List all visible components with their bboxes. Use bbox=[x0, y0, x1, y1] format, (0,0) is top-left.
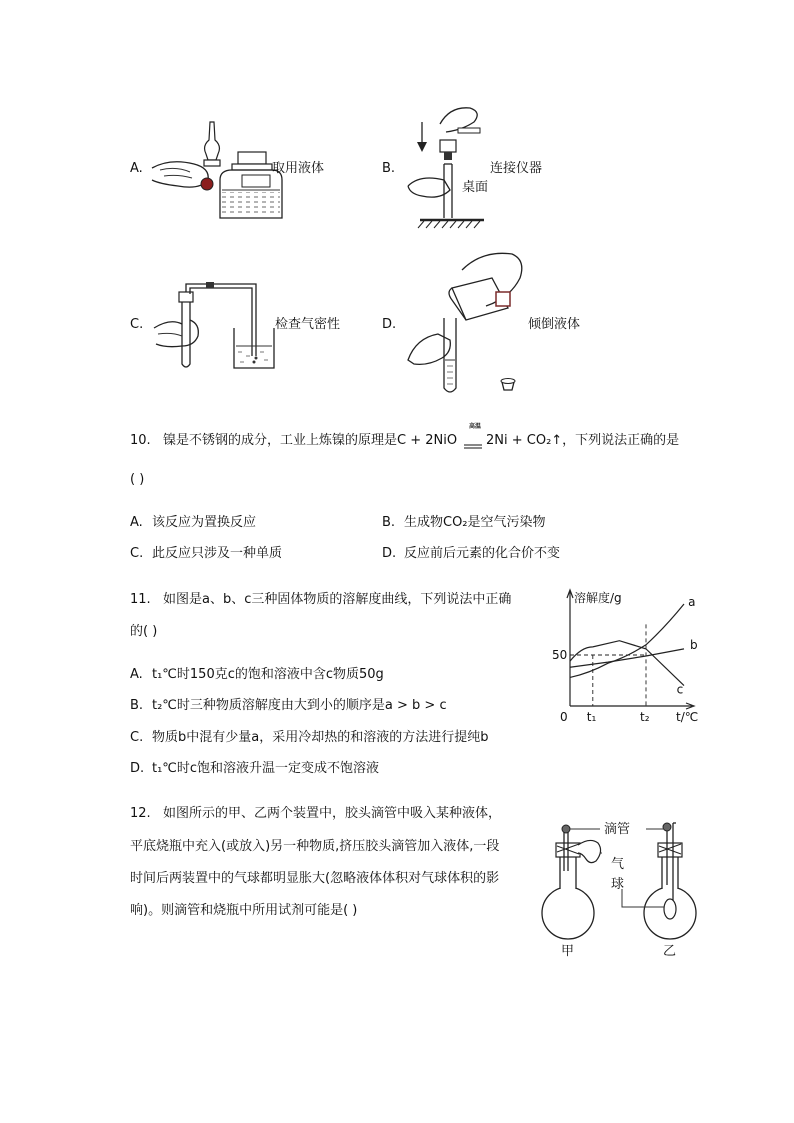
question-stem-line: 响)。则滴管和烧瓶中所用试剂可能是( ) bbox=[130, 903, 358, 918]
question-stem-line: 时间后两装置中的气球都明显胀大(忽略液体体积对气球体积的影 bbox=[130, 871, 500, 886]
answer-paren: ( ) bbox=[130, 472, 145, 487]
option-text: 此反应只涉及一种单质 bbox=[152, 546, 283, 561]
flask-label-right: 乙 bbox=[663, 944, 677, 959]
option-letter: A. bbox=[130, 161, 143, 176]
curve-b bbox=[570, 649, 684, 667]
option-letter: B. bbox=[382, 161, 396, 176]
airtightness-check-illustration bbox=[150, 280, 280, 372]
balloon-label-2: 球 bbox=[611, 877, 625, 892]
table-label: 桌面 bbox=[462, 180, 489, 195]
question-stem-end: 2Ni + CO₂↑，下列说法正确的是 bbox=[486, 433, 680, 448]
option-letter: D. bbox=[382, 317, 397, 332]
option-label: 连接仪器 bbox=[490, 161, 543, 176]
option-text: 该反应为置换反应 bbox=[152, 515, 257, 530]
y-axis-label: 溶解度/g bbox=[574, 591, 622, 605]
x-tick-label: t₂ bbox=[640, 710, 650, 724]
balloon-label-1: 气 bbox=[611, 857, 625, 872]
option-letter: B. bbox=[130, 698, 144, 713]
flask-label-left: 甲 bbox=[561, 944, 575, 959]
option-text: t₁℃时c饱和溶液升温一定变成不饱溶液 bbox=[152, 761, 380, 776]
dropper-label: 滴管 bbox=[604, 822, 631, 837]
option-text: t₁℃时150克c的饱和溶液中含c物质50g bbox=[152, 667, 384, 682]
option-letter: C. bbox=[130, 546, 144, 561]
reaction-condition: 高温 bbox=[469, 423, 482, 430]
question-stem: 镍是不锈钢的成分，工业上炼镍的原理是C + 2NiO bbox=[163, 433, 458, 448]
option-letter: D. bbox=[382, 546, 397, 561]
option-text: t₂℃时三种物质溶解度由大到小的顺序是a > b > c bbox=[152, 698, 447, 713]
option-letter: C. bbox=[130, 730, 144, 745]
question-number: 12. bbox=[130, 806, 151, 821]
option-letter: A. bbox=[130, 515, 143, 530]
y-tick-label: 50 bbox=[552, 648, 568, 662]
option-letter: C. bbox=[130, 317, 144, 332]
option-letter: D. bbox=[130, 761, 145, 776]
dropper-bottle-illustration bbox=[150, 120, 270, 220]
curve-label-b: b bbox=[690, 637, 698, 652]
question-number: 10. bbox=[130, 433, 151, 448]
option-label: 取用液体 bbox=[272, 161, 325, 176]
solubility-chart bbox=[546, 588, 699, 728]
curve-label-c: c bbox=[676, 682, 684, 697]
question-stem: 如图是a、b、c三种固体物质的溶解度曲线，下列说法中正确 bbox=[163, 592, 512, 607]
pouring-liquid-illustration bbox=[402, 248, 532, 398]
connect-apparatus-illustration bbox=[400, 100, 500, 230]
option-text: 反应前后元素的化合价不变 bbox=[404, 546, 561, 561]
x-axis-label: t/℃ bbox=[676, 710, 699, 724]
option-label: 检查气密性 bbox=[275, 317, 341, 332]
reaction-arrow-equals bbox=[464, 444, 484, 450]
origin-label: 0 bbox=[560, 710, 568, 724]
question-stem-line: 如图所示的甲、乙两个装置中，胶头滴管中吸入某种液体， bbox=[163, 806, 502, 821]
option-letter: A. bbox=[130, 667, 143, 682]
curve-label-a: a bbox=[688, 595, 696, 609]
option-letter: B. bbox=[382, 515, 396, 530]
question-stem-cont: 的( ) bbox=[130, 624, 158, 639]
x-tick-label: t₁ bbox=[586, 710, 597, 724]
curve-c bbox=[570, 641, 684, 686]
option-text: 物质b中混有少量a，采用冷却热的和溶液的方法进行提纯b bbox=[152, 730, 489, 745]
option-text: 生成物CO₂是空气污染物 bbox=[404, 515, 546, 530]
option-label: 倾倒液体 bbox=[528, 317, 581, 332]
question-number: 11. bbox=[130, 592, 151, 607]
question-stem-line: 平底烧瓶中充入(或放入)另一种物质,挤压胶头滴管加入液体,一段 bbox=[130, 839, 500, 854]
curve-a bbox=[570, 604, 684, 677]
